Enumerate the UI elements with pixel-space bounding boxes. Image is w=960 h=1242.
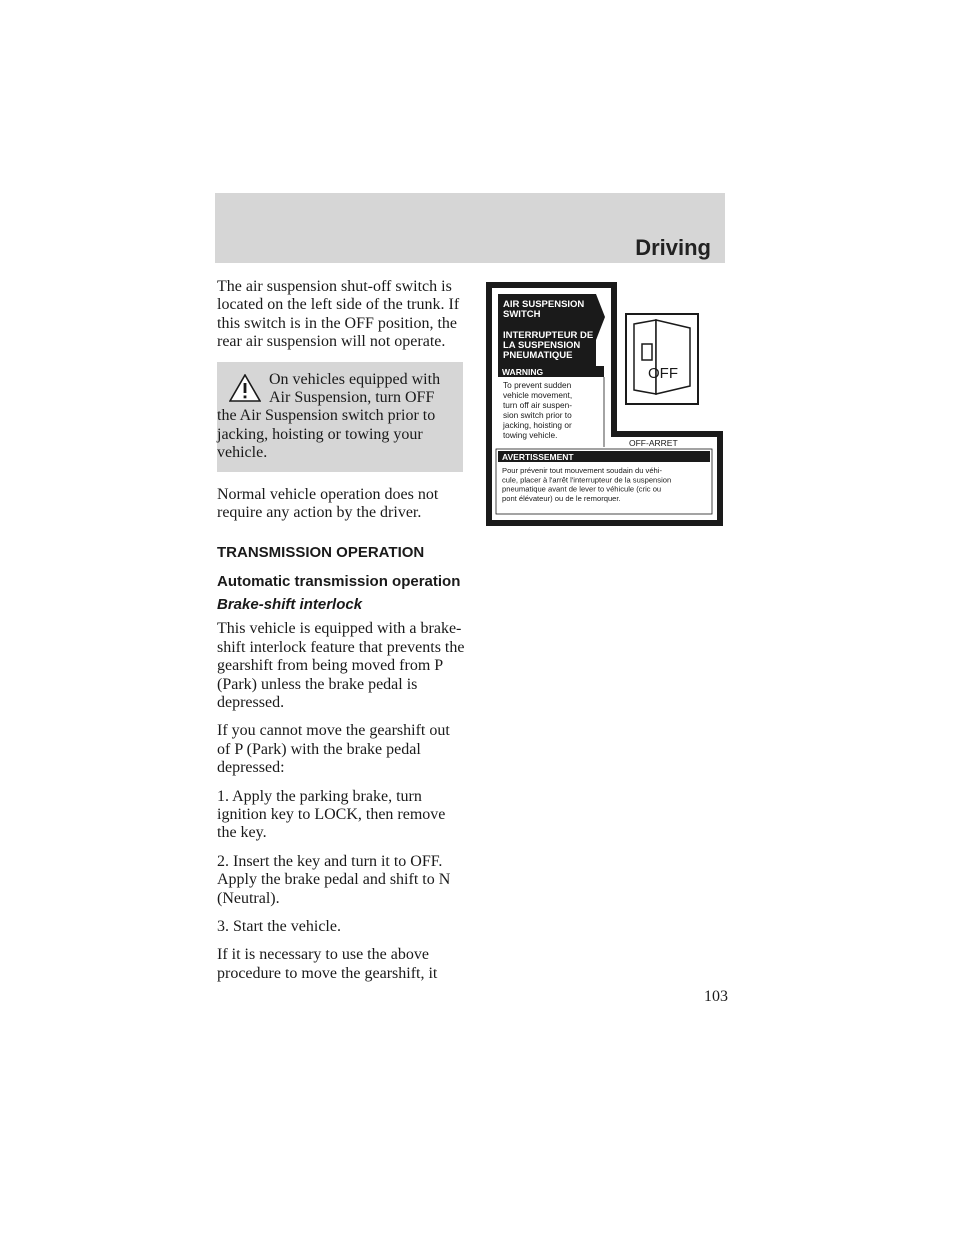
paragraph-if-cannot-move: If you cannot move the gearshift out of P (Park) with the brake pedal depressed: bbox=[217, 722, 450, 777]
label-title-en-1: AIR SUSPENSION bbox=[503, 299, 585, 310]
paragraph-interlock-description: This vehicle is equipped with a brake-shift interlock feature that prevents the gearshift from being moved from P (Park) unless the brake pedal is depressed. bbox=[217, 620, 465, 711]
heading-transmission-operation: TRANSMISSION OPERATION bbox=[217, 544, 425, 562]
paragraph-procedure-note: If it is necessary to use the above procedure to move the gearshift, it bbox=[217, 946, 438, 982]
page-number: 103 bbox=[704, 988, 728, 1005]
warning-box bbox=[217, 362, 463, 472]
al-line: pont élévateur) ou de le remorquer. bbox=[502, 493, 621, 503]
heading-brake-shift-interlock: Brake-shift interlock bbox=[217, 595, 363, 613]
header-band bbox=[215, 193, 725, 263]
wl-line: sion switch prior to bbox=[503, 410, 572, 420]
section-title: Driving bbox=[635, 235, 711, 260]
wl-line: To prevent sudden bbox=[503, 380, 572, 390]
label-off-arret: OFF-ARRET bbox=[629, 438, 678, 448]
warning-text-rest: the Air Suspension switch prior to jacking, hoisting or towing your vehicle. bbox=[217, 407, 436, 462]
label-title-en-2: SWITCH bbox=[503, 309, 541, 320]
warning-icon bbox=[229, 374, 261, 402]
step-2: 2. Insert the key and turn it to OFF. Apply the brake pedal and shift to N (Neutral). bbox=[217, 852, 451, 907]
label-title-fr-3: PNEUMATIQUE bbox=[503, 350, 573, 361]
al-line: Pour prévenir tout mouvement soudain du véhi- bbox=[502, 466, 662, 475]
label-warning-heading: WARNING bbox=[502, 367, 544, 377]
wl-line: towing vehicle. bbox=[503, 430, 558, 440]
air-suspension-switch-label bbox=[486, 282, 726, 526]
wl-line: turn off air suspen- bbox=[503, 400, 573, 410]
label-avert-heading: AVERTISSEMENT bbox=[502, 452, 574, 462]
paragraph-normal-operation: Normal vehicle operation does not require any action by the driver. bbox=[217, 485, 439, 522]
wl-line: jacking, hoisting or bbox=[503, 420, 572, 430]
switch-off-text: OFF bbox=[648, 365, 678, 382]
label-title-fr-1: INTERRUPTEUR DE bbox=[503, 330, 594, 341]
heading-automatic-transmission: Automatic transmission operation bbox=[217, 572, 461, 590]
paragraph-air-suspension: The air suspension shut-off switch is located on the left side of the trunk. If this switch is in the OFF position, the rear air suspension will not operate. bbox=[217, 278, 460, 351]
step-3: 3. Start the vehicle. bbox=[217, 917, 341, 935]
rocker-switch-graphic bbox=[626, 314, 698, 404]
wl-line: vehicle movement, bbox=[503, 390, 573, 400]
main-column bbox=[217, 278, 467, 993]
al-line: pneumatique avant de lever to véhicule (cric ou bbox=[502, 484, 662, 494]
step-1: 1. Apply the parking brake, turn ignition key to LOCK, then remove the key. bbox=[217, 787, 446, 842]
warning-text-line1: On vehicles equipped with Air Suspension, turn OFF bbox=[269, 370, 441, 407]
al-line: cule, placer à l'arrêt l'interrupteur de la suspension bbox=[502, 475, 672, 485]
label-title-fr-2: LA SUSPENSION bbox=[503, 340, 581, 351]
